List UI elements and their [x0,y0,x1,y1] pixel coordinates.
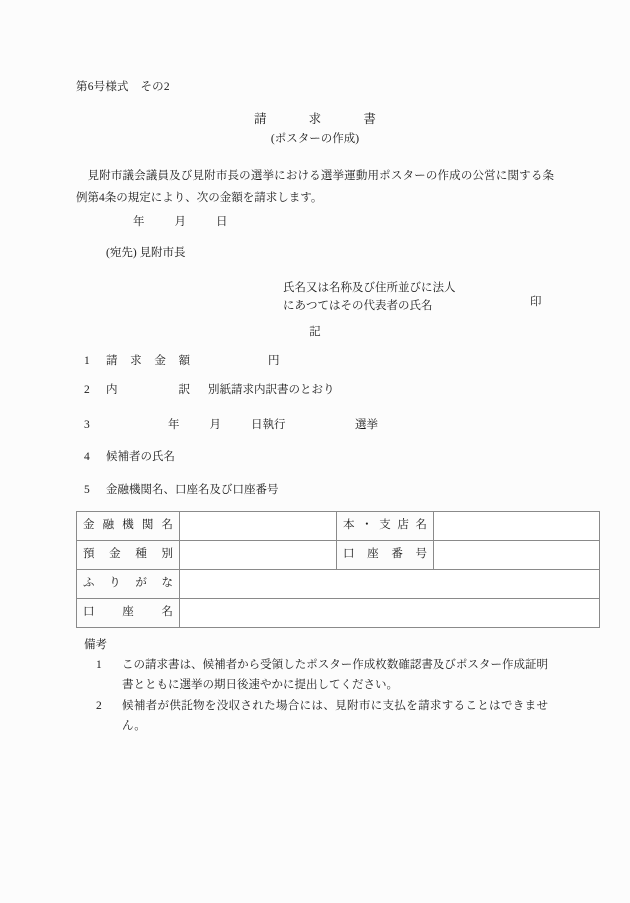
cell-value-deposit-type[interactable] [180,541,337,570]
form-number: 第6号様式 その2 [76,81,170,93]
remark-1-text: この請求書は、候補者から受領したポスター作成枚数確認書及びポスター作成証明書とともに選挙の期日後速やかに提出してください。 [122,659,548,692]
table-row [77,570,600,599]
remark-2-number: 2 [96,700,102,713]
cell-label-furigana: ふりがな [77,570,180,599]
cell-value-branch-name[interactable] [434,512,600,541]
cell-value-account-name[interactable] [180,599,600,628]
item-bank-info [84,482,279,500]
remark-item [96,655,548,695]
bank-account-table [76,511,600,628]
item-4-label: 候補者の氏名 [106,451,175,463]
item-3-month-label: 月 [209,419,221,431]
remark-2-text: 候補者が供託物を没収された場合には、見附市に支払を請求することはできません。 [122,700,548,733]
table-row [77,512,600,541]
item-2-number: 2 [84,384,90,396]
item-3-year-label: 年 [168,419,180,431]
cell-label-bank-name: 金融機関名 [77,512,180,541]
item-5-number: 5 [84,484,90,496]
item-claim-amount [84,353,280,371]
claimant-line-2: にあつてはその代表者の氏名 [283,300,433,313]
item-3-number: 3 [84,419,90,431]
remark-item [96,696,548,736]
addressee: (宛先) 見附市長 [106,247,186,259]
cell-value-bank-name[interactable] [180,512,337,541]
cell-value-account-number[interactable] [434,541,600,570]
remarks-title: 備考 [84,639,107,651]
item-4-number: 4 [84,451,90,463]
item-2-label: 内訳 [106,384,190,396]
page-title [0,110,630,129]
date-line [133,214,228,232]
remarks-list [96,655,548,738]
claimant-block [283,279,456,316]
item-1-label: 請求金額 [106,355,190,367]
cell-label-account-name: 口座名 [77,599,180,628]
item-3-election-label: 選挙 [355,419,378,431]
date-year-label: 年 [133,216,145,228]
table-row [77,599,600,628]
ki-marker: 記 [309,326,321,338]
date-month-label: 月 [174,216,186,228]
item-election-date [84,417,378,435]
item-candidate-name [84,449,175,467]
item-2-value: 別紙請求内訳書のとおり [208,384,335,396]
table-row [77,541,600,570]
seal-mark: 印 [530,296,542,308]
cell-label-account-number: 口座番号 [337,541,434,570]
cell-label-deposit-type: 預金種別 [77,541,180,570]
cell-value-furigana[interactable] [180,570,600,599]
remark-1-number: 1 [96,659,102,671]
date-day-label: 日 [216,216,228,228]
cell-label-branch-name: 本・支店名 [337,512,434,541]
title-char-3: 書 [363,112,377,126]
item-3-day-label: 日執行 [251,419,286,431]
item-breakdown [84,382,335,400]
title-char-2: 求 [308,112,322,126]
body-paragraph: 見附市議会議員及び見附市長の選挙における選挙運動用ポスターの作成の公営に関する条例第4条の規定により、次の金額を請求します。 [76,170,554,205]
item-1-unit: 円 [268,355,280,367]
item-1-number: 1 [84,355,90,367]
title-char-1: 請 [253,112,267,126]
page-subtitle: (ポスターの作成) [270,133,360,145]
item-5-label: 金融機関名、口座名及び口座番号 [106,484,279,496]
claimant-line-1: 氏名又は名称及び住所並びに法人 [283,282,456,294]
